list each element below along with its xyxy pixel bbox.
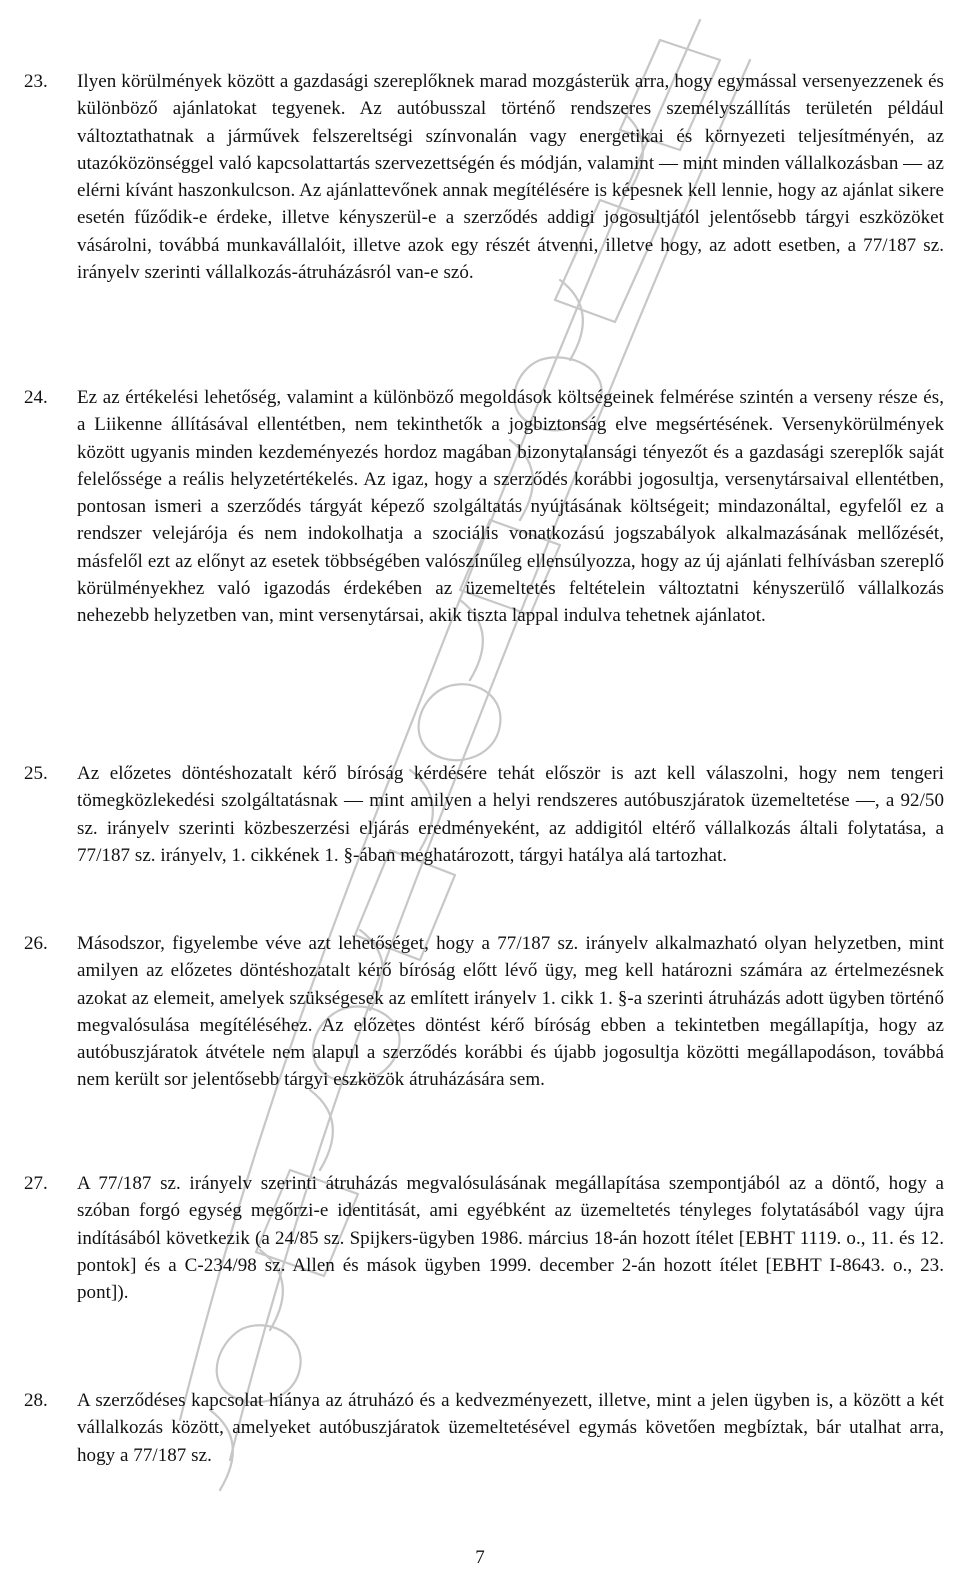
- paragraph-number: 24.: [24, 387, 48, 408]
- paragraph-24: [24, 384, 944, 630]
- paragraph-27: [24, 1170, 944, 1306]
- paragraph-text: Az előzetes döntéshozatalt kérő bíróság kérdésére tehát először is azt kell válaszolni, hogy nem tengeri tömegközlekedési szolgáltatásnak — mint amilyen a helyi rendszeres autóbuszjáratok üzemeltetése —, a 92/50 sz. irányelv szerinti közbeszerzési eljárás eredményeként, az addigitól eltérő vállalkozás általi folytatása, a 77/187 sz. irányelv, 1. cikkének 1. §-ában meghatározott, tárgyi hatálya alá tartozhat.: [77, 763, 944, 866]
- paragraph-number: 27.: [24, 1173, 48, 1194]
- paragraph-text: Ez az értékelési lehetőség, valamint a különböző megoldások költségeinek felmérése szintén a verseny része és, a Liikenne állításával ellentétben, nem tekinthetők a jogbiztonság elve megsértésének. Versenykörülmények között ugyanis minden kezdeményezés hordoz magában bizonytalansági tényezőt és a gazdasági szereplők saját felelőssége a reális helyzetértékelés. Az igaz, hogy a szerződés korábbi jogosultja, versenytársaival ellentétben, pontosan ismeri a szerződés tárgyát képező szolgáltatás nyújtásának költségeit; mindazonáltal, egyfelől ez a rendszer velejárója és nem indokolhatja a szociális vonatkozású jogszabályok alkalmazásának mellőzését, másfelől ezt az előnyt az esetek többségében valószínűleg ellensúlyozza, hogy az új ajánlati felhívásban szereplő körülményekhez való igazodás érdekében az üzemeltetés feltételein változtatni kényszerülő vállalkozás nehezebb helyzetben van, mint versenytársai, akik tiszta lappal indulva tehetnek ajánlatot.: [77, 387, 944, 627]
- paragraph-text: A 77/187 sz. irányelv szerinti átruházás megvalósulásának megállapítása szempontjából az a döntő, hogy a szóban forgó egység megőrzi-e identitását, ami egyébként az üzemeltetés tényleges folytatásából vagy újra indításából következik (a 24/85 sz. Spijkers-ügyben 1986. március 18-án hozott ítélet [EBHT 1119. o., 11. és 12. pontok] és a C-234/98 sz. Allen és mások ügyben 1999. december 2-án hozott ítélet [EBHT I-8643. o., 23. pont]).: [77, 1173, 944, 1304]
- paragraph-number: 28.: [24, 1390, 48, 1411]
- paragraph-28: [24, 1387, 944, 1469]
- paragraph-23: [24, 68, 944, 286]
- paragraph-25: [24, 760, 944, 869]
- paragraph-text: Másodszor, figyelembe véve azt lehetőséget, hogy a 77/187 sz. irányelv alkalmazható olyan helyzetben, mint amilyen az előzetes döntéshozatalt kérő bíróság előtt lévő ügy, meg kell határozni számára az értelmezésnek azokat az elemeit, amelyek szükségesek az említett irányelv 1. cikk 1. §-a szerinti átruházás adott ügyben történő megvalósulása megítéléséhez. Az előzetes döntést kérő bíróság ebben a tekintetben megállapítja, hogy az autóbuszjáratok átvétele nem alapul a szerződés korábbi és újabb jogosultja közötti megállapodáson, továbbá nem került sor jelentősebb tárgyi eszközök átruházására sem.: [77, 933, 944, 1091]
- paragraph-text: Ilyen körülmények között a gazdasági szereplőknek marad mozgásterük arra, hogy egymással versenyezzenek és különböző ajánlatokat tegyenek. Az autóbusszal történő rendszeres személyszállítás területén például változtathatnak a járművek felszereltségi színvonalán vagy energetikai és környezeti teljesítményén, az utazóközönséggel való kapcsolattartás szervezettségén és módján, valamint — mint minden vállalkozásban — az elérni kívánt haszonkulcson. Az ajánlattevőnek annak megítélésére is képesnek kell lennie, hogy az ajánlat sikere esetén fűződik-e érdeke, illetve kényszerül-e a szerződés addigi jogosultjától jelentősebb tárgyi eszközöket vásárolni, továbbá munkavállalóit, illetve azok egy részét átvenni, illetve hogy, az adott esetben, a 77/187 sz. irányelv szerinti vállalkozás-átruházásról van-e szó.: [77, 71, 944, 284]
- page-number: 7: [475, 1547, 485, 1568]
- paragraph-number: 23.: [24, 71, 48, 92]
- paragraph-number: 25.: [24, 763, 48, 784]
- paragraph-text: A szerződéses kapcsolat hiánya az átruházó és a kedvezményezett, illetve, mint a jelen ügyben is, a között a két vállalkozás között, amelyeket autóbuszjáratok üzemeltetésével egymás követően megbíztak, bár utalhat arra, hogy a 77/187 sz.: [77, 1390, 944, 1466]
- paragraph-26: [24, 930, 944, 1094]
- paragraph-number: 26.: [24, 933, 48, 954]
